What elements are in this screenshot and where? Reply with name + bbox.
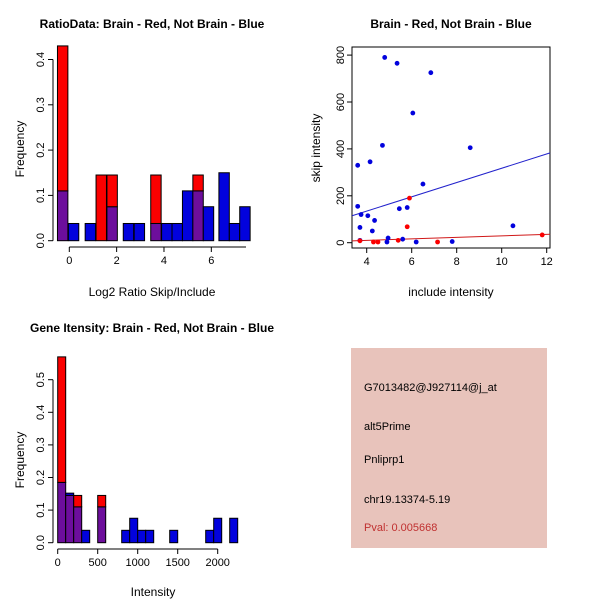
- svg-text:0.1: 0.1: [35, 502, 47, 518]
- svg-text:6: 6: [408, 256, 415, 268]
- probe-id-text: G7013482@J927114@j_at: [364, 382, 497, 394]
- svg-text:600: 600: [335, 92, 347, 112]
- svg-text:4: 4: [363, 256, 370, 268]
- ratio-hist-title: RatioData: Brain - Red, Not Brain - Blue: [39, 17, 265, 31]
- svg-text:0.4: 0.4: [35, 404, 47, 420]
- svg-text:0.2: 0.2: [35, 142, 47, 158]
- svg-text:10: 10: [495, 256, 508, 268]
- ratio-hist-ylabel: Frequency: [13, 120, 27, 178]
- svg-text:0.0: 0.0: [35, 535, 47, 551]
- scatter-title: Brain - Red, Not Brain - Blue: [370, 17, 532, 31]
- svg-text:0.5: 0.5: [35, 372, 47, 388]
- svg-text:12: 12: [540, 256, 553, 268]
- svg-text:1500: 1500: [165, 557, 190, 569]
- svg-text:0.1: 0.1: [35, 187, 47, 204]
- svg-text:0.2: 0.2: [35, 469, 47, 486]
- gene-hist-xlabel: Intensity: [130, 585, 176, 599]
- pval-text: Pval: 0.005668: [364, 522, 438, 534]
- ratio-hist-xlabel: Log2 Ratio Skip/Include: [88, 285, 216, 299]
- gene-info-panel: [351, 348, 547, 548]
- svg-text:0.0: 0.0: [35, 233, 47, 249]
- svg-text:0.4: 0.4: [35, 51, 47, 68]
- event-type-text: alt5Prime: [364, 421, 411, 433]
- location-text: chr19.13374-5.19: [364, 494, 451, 506]
- scatter-xlabel: include intensity: [408, 285, 494, 299]
- svg-text:500: 500: [88, 557, 107, 569]
- svg-text:0.3: 0.3: [35, 97, 47, 113]
- svg-text:2000: 2000: [205, 557, 230, 569]
- svg-text:6: 6: [208, 255, 215, 267]
- gene-hist-title: Gene Itensity: Brain - Red, Not Brain - Blue: [29, 321, 275, 335]
- svg-text:2: 2: [113, 255, 120, 267]
- gene-name-text: Pnliprp1: [364, 454, 405, 466]
- svg-text:200: 200: [335, 186, 347, 205]
- svg-text:0.3: 0.3: [35, 437, 47, 453]
- svg-text:0: 0: [54, 557, 61, 569]
- svg-text:1000: 1000: [125, 557, 150, 569]
- svg-text:4: 4: [160, 255, 168, 267]
- svg-text:0: 0: [335, 239, 347, 246]
- svg-text:8: 8: [453, 256, 460, 268]
- svg-text:400: 400: [335, 139, 347, 159]
- svg-text:800: 800: [335, 45, 347, 65]
- scatter-ylabel: skip intensity: [309, 113, 323, 183]
- gene-hist-ylabel: Frequency: [13, 431, 27, 489]
- svg-text:0: 0: [66, 255, 73, 267]
